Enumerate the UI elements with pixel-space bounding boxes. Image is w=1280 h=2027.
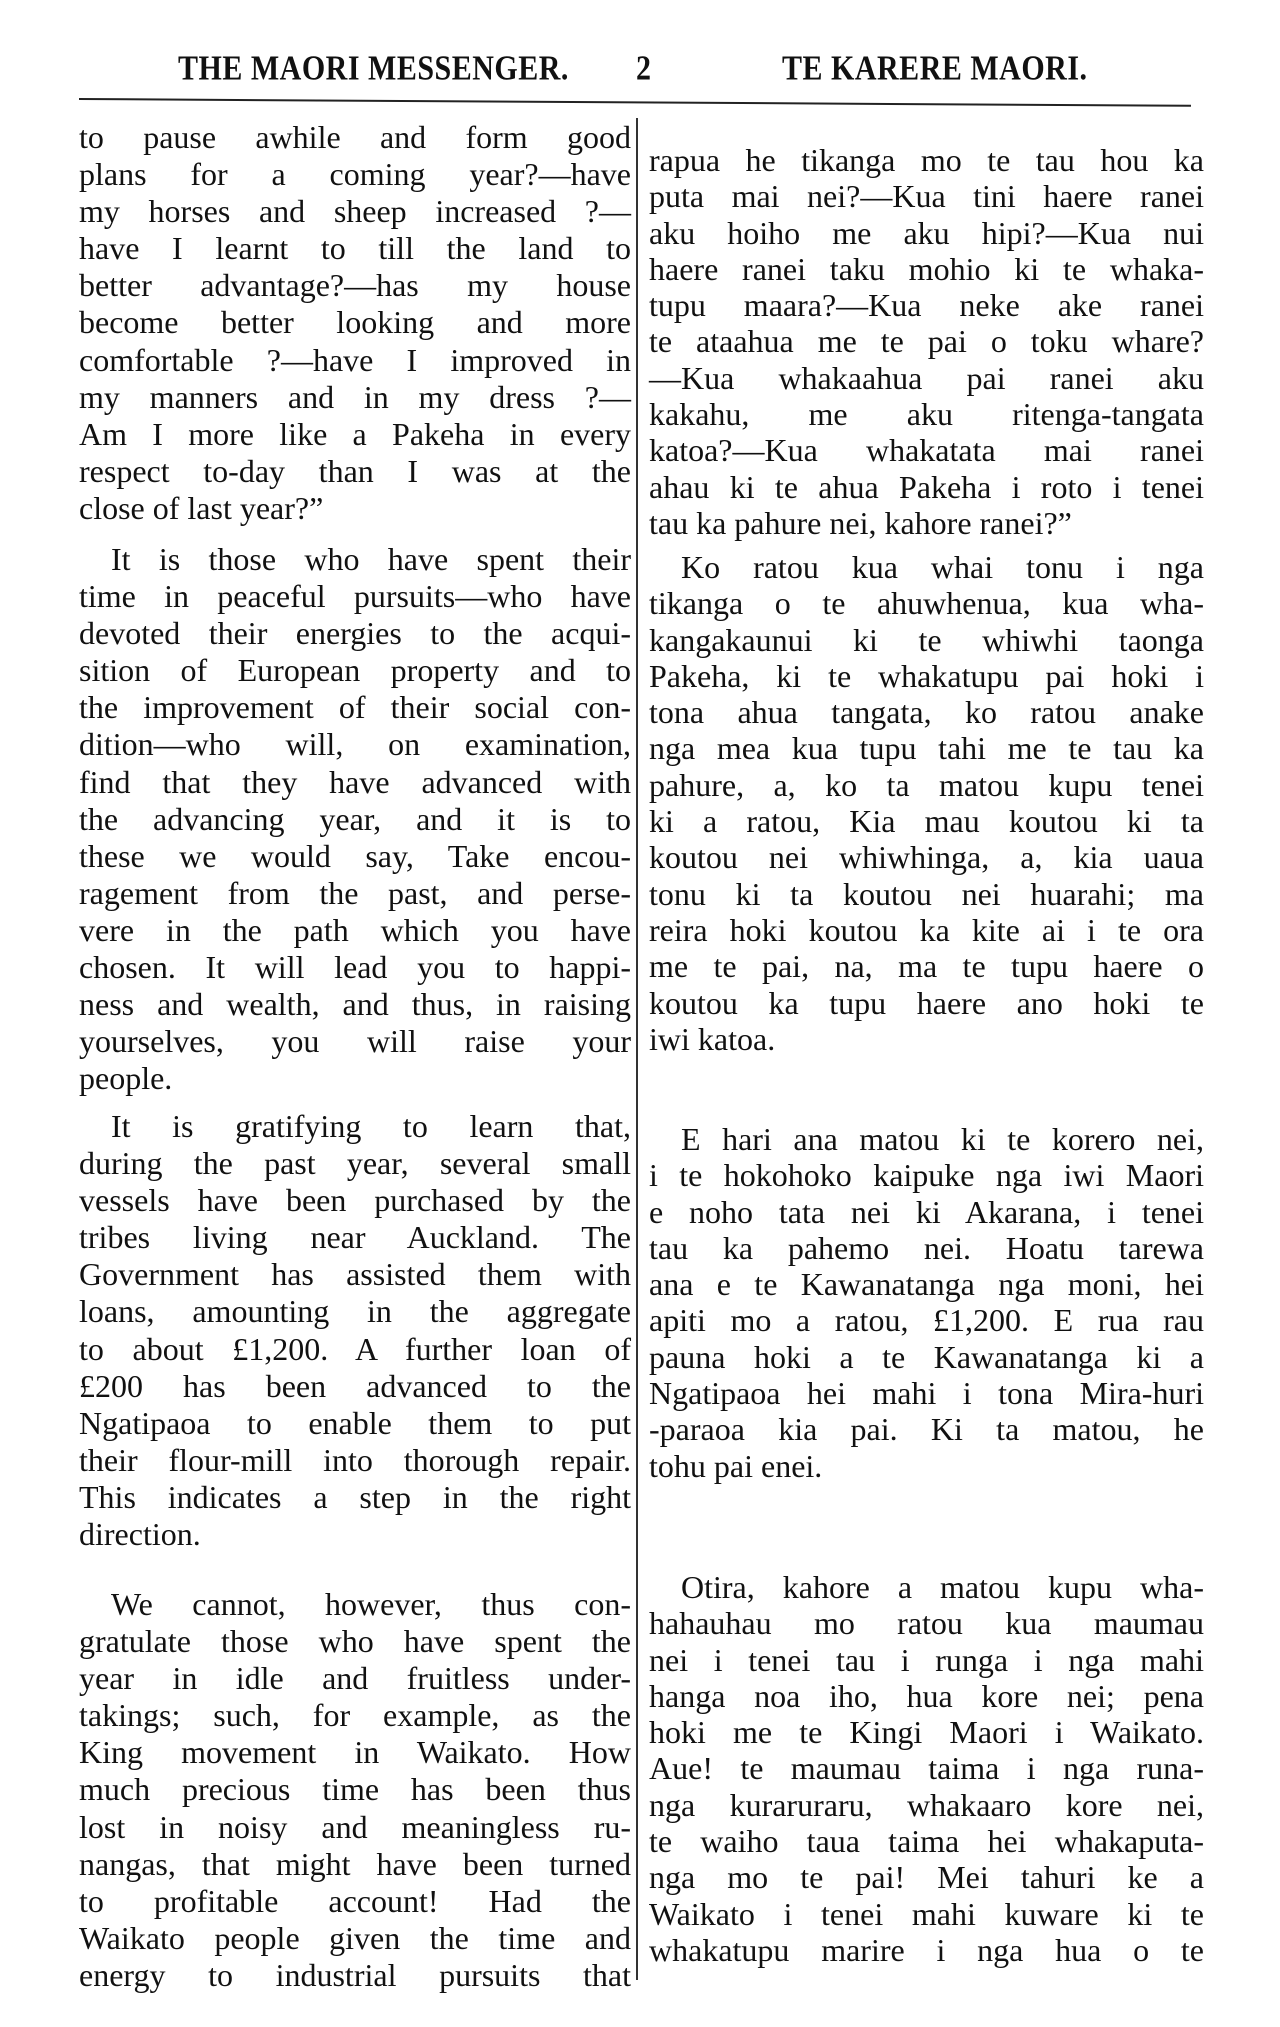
text-line: kangakaunui ki te whiwhi taonga [649, 621, 1204, 658]
text-line: during the past year, several small [79, 1145, 631, 1182]
text-line: their flour-mill into thorough repair. [79, 1441, 631, 1478]
text-line: kakahu, me aku ritenga-tangata [649, 396, 1204, 433]
text-line: find that they have advanced with [79, 763, 631, 800]
text-line: King movement in Waikato. How [79, 1734, 631, 1771]
page-number: 2 [636, 49, 652, 88]
text-line: rapua he tikanga mo te tau hou ka [649, 142, 1204, 178]
text-line: ahau ki te ahua Pakeha i roto i tenei [649, 468, 1204, 505]
text-line: pahure, a, ko ta matou kupu tenei [649, 766, 1204, 803]
text-line: have I learnt to till the land to [79, 230, 631, 267]
text-line: gratulate those who have spent the [79, 1623, 631, 1660]
maori-masthead-title: TE KARERE MAORI. [782, 49, 1088, 88]
text-line: e noho tata nei ki Akarana, i tenei [649, 1193, 1204, 1230]
paragraph [79, 119, 631, 527]
text-line: respect to-day than I was at the [79, 452, 631, 489]
text-line: vere in the path which you have [79, 911, 631, 948]
text-line: Waikato people given the time and [79, 1919, 631, 1956]
text-line: koutou ka tupu haere ano hoki te [649, 984, 1204, 1021]
text-line: It is those who have spent their [111, 541, 631, 577]
text-line: these we would say, Take encou- [79, 837, 631, 874]
text-line: -paraoa kia pai. Ki ta matou, he [649, 1411, 1204, 1448]
text-line: ana e te Kawanatanga nga moni, hei [649, 1266, 1204, 1303]
text-line: nei i tenei tau i runga i nga mahi [649, 1641, 1204, 1678]
text-line: much precious time has been thus [79, 1771, 631, 1808]
text-line: Waikato i tenei mahi kuware ki te [649, 1895, 1204, 1932]
text-line: £200 has been advanced to the [79, 1367, 631, 1404]
text-line: year in idle and fruitless under- [79, 1660, 631, 1697]
text-line: koutou nei whiwhinga, a, kia uaua [649, 839, 1204, 876]
text-line: yourselves, you will raise your [79, 1023, 631, 1060]
text-line: Ngatipaoa hei mahi i tona Mira-huri [649, 1375, 1204, 1412]
text-line: —Kua whakaahua pai ranei aku [649, 359, 1204, 396]
english-masthead-title: THE MAORI MESSENGER. [178, 49, 569, 88]
paragraph [79, 541, 631, 1097]
text-line: nga mea kua tupu tahi me te tau ka [649, 730, 1204, 767]
text-line: tonu ki ta koutou nei huarahi; ma [649, 875, 1204, 912]
text-line: te waiho taua taima hei whakaputa- [649, 1823, 1204, 1860]
text-line: reira hoki koutou ka kite ai i te ora [649, 911, 1204, 948]
text-line: te ataahua me te pai o toku whare? [649, 323, 1204, 360]
text-line: me te pai, na, ma te tupu haere o [649, 948, 1204, 985]
text-line: to pause awhile and form good [79, 119, 631, 155]
text-line: apiti mo a ratou, £1,200. E rua rau [649, 1302, 1204, 1339]
text-line: Government has assisted them with [79, 1256, 631, 1293]
text-line: to profitable account! Had the [79, 1882, 631, 1919]
paragraph [649, 1121, 1204, 1484]
text-line: Otira, kahore a matou kupu wha- [681, 1569, 1204, 1605]
text-line: takings; such, for example, as the [79, 1697, 631, 1734]
text-line: It is gratifying to learn that, [111, 1108, 631, 1144]
text-line: haere ranei taku mohio ki te whaka- [649, 250, 1204, 287]
text-line: tohu pai enei. [649, 1447, 823, 1484]
text-line: ki a ratou, Kia mau koutou ki ta [649, 803, 1204, 840]
paragraph [649, 142, 1204, 541]
text-line: ness and wealth, and thus, in raising [79, 986, 631, 1023]
text-line: aku hoiho me aku hipi?—Kua nui [649, 214, 1204, 251]
text-line: This indicates a step in the right [79, 1478, 631, 1515]
text-line: Ngatipaoa to enable them to put [79, 1404, 631, 1441]
text-line: plans for a coming year?—have [79, 156, 631, 193]
paragraph [649, 549, 1204, 1057]
text-line: tona ahua tangata, ko ratou anake [649, 694, 1204, 731]
text-line: time in peaceful pursuits—who have [79, 578, 631, 615]
text-line: close of last year?” [79, 489, 324, 526]
text-line: iwi katoa. [649, 1020, 776, 1057]
text-line: Aue! te maumau taima i nga runa- [649, 1750, 1204, 1787]
text-line: hanga noa iho, hua kore nei; pena [649, 1677, 1204, 1714]
paragraph [79, 1108, 631, 1553]
header-divider [79, 98, 1191, 107]
text-line: ragement from the past, and perse- [79, 874, 631, 911]
paragraph [79, 1586, 631, 1994]
text-line: loans, amounting in the aggregate [79, 1293, 631, 1330]
text-line: chosen. It will lead you to happi- [79, 949, 631, 986]
text-line: people. [79, 1060, 173, 1097]
text-line: Am I more like a Pakeha in every [79, 415, 631, 452]
text-line: my horses and sheep increased ?— [79, 193, 631, 230]
text-line: dition—who will, on examination, [79, 726, 631, 763]
text-line: E hari ana matou ki te korero nei, [681, 1121, 1204, 1157]
text-line: the advancing year, and it is to [79, 800, 631, 837]
text-line: pauna hoki a te Kawanatanga ki a [649, 1338, 1204, 1375]
text-line: become better looking and more [79, 304, 631, 341]
text-line: nga mo te pai! Mei tahuri ke a [649, 1859, 1204, 1896]
text-line: direction. [79, 1516, 201, 1553]
text-line: tikanga o te ahuwhenua, kua wha- [649, 585, 1204, 622]
text-line: tau ka pahemo nei. Hoatu tarewa [649, 1229, 1204, 1266]
text-line: nangas, that might have been turned [79, 1845, 631, 1882]
text-line: the improvement of their social con- [79, 689, 631, 726]
text-line: tupu maara?—Kua neke ake ranei [649, 287, 1204, 324]
text-line: comfortable ?—have I improved in [79, 341, 631, 378]
text-line: to about £1,200. A further loan of [79, 1330, 631, 1367]
text-line: nga kuraruraru, whakaaro kore nei, [649, 1786, 1204, 1823]
text-line: tribes living near Auckland. The [79, 1219, 631, 1256]
text-line: Pakeha, ki te whakatupu pai hoki i [649, 657, 1204, 694]
text-line: better advantage?—has my house [79, 267, 631, 304]
text-line: puta mai nei?—Kua tini haere ranei [649, 178, 1204, 215]
text-line: energy to industrial pursuits that [79, 1956, 631, 1993]
text-line: hoki me te Kingi Maori i Waikato. [649, 1714, 1204, 1751]
column-divider [636, 118, 638, 1980]
text-line: devoted their energies to the acqui- [79, 615, 631, 652]
paragraph [649, 1569, 1204, 1968]
text-line: lost in noisy and meaningless ru- [79, 1808, 631, 1845]
text-line: vessels have been purchased by the [79, 1182, 631, 1219]
text-line: hahauhau mo ratou kua maumau [649, 1605, 1204, 1642]
text-line: katoa?—Kua whakatata mai ranei [649, 432, 1204, 469]
text-line: tau ka pahure nei, kahore ranei?” [649, 504, 1072, 541]
text-line: my manners and in my dress ?— [79, 378, 631, 415]
text-line: We cannot, however, thus con- [111, 1586, 631, 1622]
text-line: sition of European property and to [79, 652, 631, 689]
text-line: whakatupu marire i nga hua o te [649, 1931, 1204, 1968]
text-line: i te hokohoko kaipuke nga iwi Maori [649, 1157, 1204, 1194]
text-line: Ko ratou kua whai tonu i nga [681, 549, 1204, 585]
